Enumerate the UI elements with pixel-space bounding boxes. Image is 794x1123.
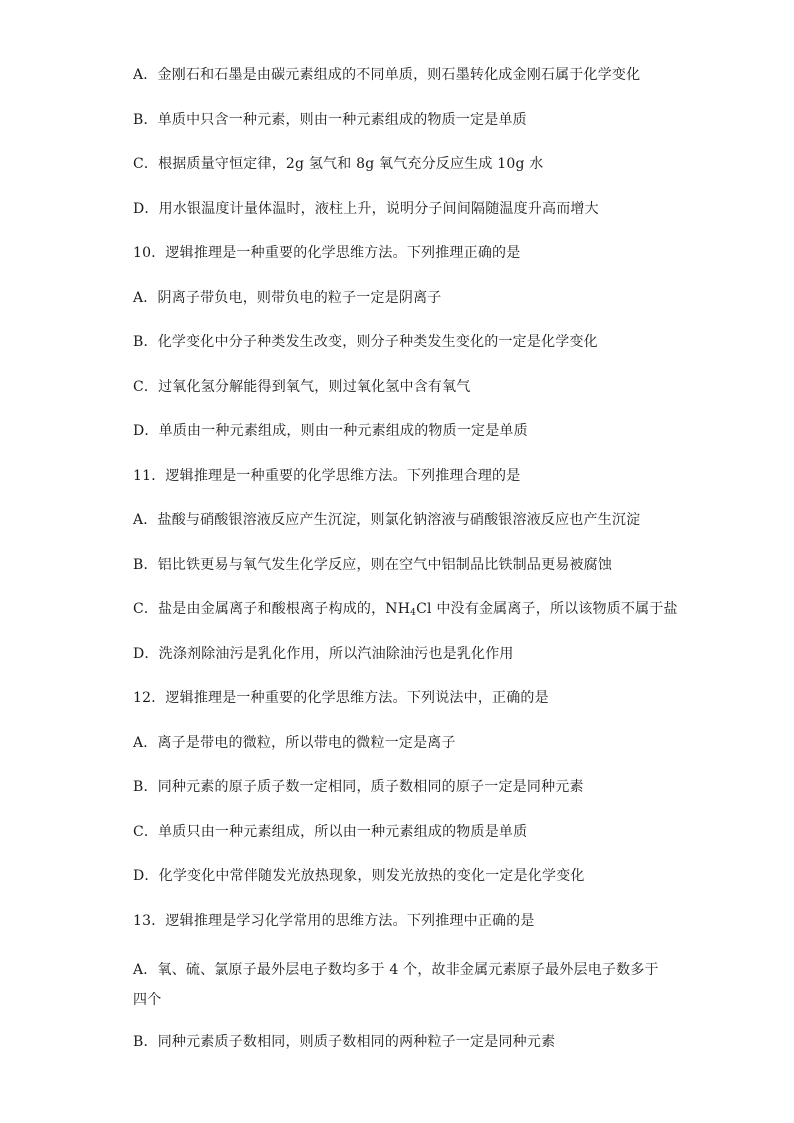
option-d-q11: D．洗涤剂除油污是乳化作用，所以汽油除油污也是乳化作用	[133, 646, 514, 662]
question-13: 13．逻辑推理是学习化学常用的思维方法。下列推理中正确的是	[133, 913, 535, 929]
option-b-q12: B．同种元素的原子质子数一定相同，质子数相同的原子一定是同种元素	[133, 779, 584, 795]
option-c-q11-pre: C．盐是由金属离子和酸根离子构成的，NH	[133, 601, 411, 617]
question-11: 11．逻辑推理是一种重要的化学思维方法。下列推理合理的是	[133, 468, 521, 484]
option-a-q11: A．盐酸与硝酸银溶液反应产生沉淀，则氯化钠溶液与硝酸银溶液反应也产生沉淀	[133, 512, 641, 528]
option-c-q12: C．单质只由一种元素组成，所以由一种元素组成的物质是单质	[133, 824, 528, 840]
option-c-q9: C．根据质量守恒定律，2g 氢气和 8g 氧气充分反应生成 10g 水	[133, 156, 544, 172]
option-c-q10: C．过氧化氢分解能得到氧气，则过氧化氢中含有氧气	[133, 379, 471, 395]
question-12: 12．逻辑推理是一种重要的化学思维方法。下列说法中，正确的是	[133, 690, 549, 706]
option-c-q11-post: Cl 中没有金属离子，所以该物质不属于盐	[416, 601, 678, 617]
option-c-q11-subscript: 4	[410, 608, 417, 618]
option-a-q13: A．氧、硫、氯原子最外层电子数均多于 4 个，故非金属元素原子最外层电子数多于四个	[133, 962, 659, 1008]
option-a-q9: A．金刚石和石墨是由碳元素组成的不同单质，则石墨转化成金刚石属于化学变化	[133, 67, 641, 83]
option-b-q11: B．铝比铁更易与氧气发生化学反应，则在空气中铝制品比铁制品更易被腐蚀	[133, 557, 613, 573]
question-10: 10．逻辑推理是一种重要的化学思维方法。下列推理正确的是	[133, 245, 521, 261]
option-b-q9: B．单质中只含一种元素，则由一种元素组成的物质一定是单质	[133, 112, 527, 128]
option-d-q10: D．单质由一种元素组成，则由一种元素组成的物质一定是单质	[133, 423, 528, 439]
option-a-q10: A．阴离子带负电，则带负电的粒子一定是阴离子	[133, 290, 442, 306]
option-b-q10: B．化学变化中分子种类发生改变，则分子种类发生变化的一定是化学变化	[133, 334, 598, 350]
option-d-q12: D．化学变化中常伴随发光放热现象，则发光放热的变化一定是化学变化	[133, 868, 585, 884]
option-d-q9: D．用水银温度计量体温时，液柱上升，说明分子间间隔随温度升高而增大	[133, 201, 599, 217]
option-b-q13: B．同种元素质子数相同，则质子数相同的两种粒子一定是同种元素	[133, 1034, 556, 1050]
option-a-q12: A．离子是带电的微粒，所以带电的微粒一定是离子	[133, 735, 456, 751]
option-c-q11	[133, 599, 678, 619]
